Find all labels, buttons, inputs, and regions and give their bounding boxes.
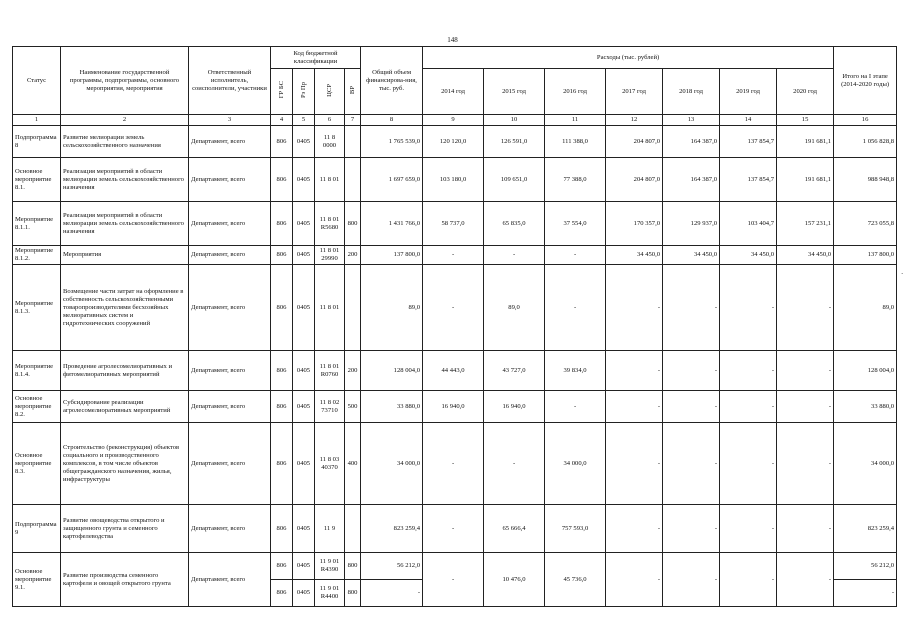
row-name: Строительство (реконструкция) объектов социального и производственного комплексов, в том числе объектов общегражданского назначения, жилья, инфраструктуры [61,423,189,505]
row-year-value: - [777,391,834,423]
row-rzpr: 0405 [293,351,315,391]
row-year-value: - [720,553,777,607]
row-year-value: 43 727,0 [484,351,545,391]
row-rzpr: 0405 [293,553,315,580]
row-year-value: 157 231,1 [777,202,834,246]
row-total: 128 004,0 [361,351,423,391]
header-itogo: Итого на I этапе (2014-2020 годы) [834,47,897,115]
row-year-value: 77 388,0 [545,158,606,202]
row-year-value: - [663,391,720,423]
row-year-value: - [423,423,484,505]
row-csr: 11 8 01 29990 [315,246,345,265]
row-year-value: 34 000,0 [545,423,606,505]
row-responsible: Департамент, всего [189,265,271,351]
row-responsible: Департамент, всего [189,505,271,553]
row-csr: 11 8 01 R0760 [315,351,345,391]
row-year-value: - [545,246,606,265]
table-row [13,246,897,265]
row-itogo: 823 259,4 [834,505,897,553]
row-vr: 400 [345,423,361,505]
row-responsible: Департамент, всего [189,391,271,423]
header-status: Статус [13,47,61,115]
row-year-value: - [777,423,834,505]
row-year-value: 137 854,7 [720,158,777,202]
row-name: Развитие мелиорации земель сельскохозяйственного назначения [61,126,189,158]
row-itogo: 34 000,0 [834,423,897,505]
header-grbs: ГР БС [277,81,285,99]
column-number: 1 [13,115,61,126]
row-year-value: 129 937,0 [663,202,720,246]
row-year-value: 10 476,0 [484,553,545,607]
column-number: 10 [484,115,545,126]
row-csr: 11 9 01 R4400 [315,580,345,607]
row-name: Возмещение части затрат на оформление в собственность сельскохозяйственными товаропроизводителями бесхозяйных мелиоративных систем и гидротехнических сооружений [61,265,189,351]
row-grbs: 806 [271,553,293,580]
row-responsible: Департамент, всего [189,202,271,246]
column-number: 15 [777,115,834,126]
row-name: Проведение агролесомелиоративных и фитомелиоративных мероприятий [61,351,189,391]
row-itogo: 33 880,0 [834,391,897,423]
row-itogo: 137 800,0 [834,246,897,265]
row-year-value: - [720,505,777,553]
row-status: Мероприятие 8.1.2. [13,246,61,265]
row-year-value: - [484,423,545,505]
column-number: 11 [545,115,606,126]
row-year-value: - [720,423,777,505]
row-total: 33 880,0 [361,391,423,423]
header-responsible: Ответственный исполнитель, соисполнители, участники [189,47,271,115]
row-rzpr: 0405 [293,505,315,553]
row-vr [345,505,361,553]
row-vr: 200 [345,351,361,391]
row-year-value: - [663,553,720,607]
row-vr [345,126,361,158]
row-itogo: 988 948,8 [834,158,897,202]
column-number: 6 [315,115,345,126]
table-row [13,265,897,351]
row-grbs: 806 [271,423,293,505]
row-year-value: - [606,505,663,553]
row-year-value: - [663,423,720,505]
row-year-value: 45 736,0 [545,553,606,607]
table-row [13,202,897,246]
row-year-value: - [663,505,720,553]
column-number: 8 [361,115,423,126]
column-number: 9 [423,115,484,126]
header-year: 2015 год [484,69,545,115]
row-year-value: 137 854,7 [720,126,777,158]
header-expenses: Расходы (тыс. рублей) [423,47,834,69]
row-name: Реализация мероприятий в области мелиорации земель сельскохозяйственного назначения [61,158,189,202]
row-vr [345,158,361,202]
row-year-value: - [606,265,663,351]
row-year-value: 120 120,0 [423,126,484,158]
header-year: 2020 год [777,69,834,115]
column-number: 14 [720,115,777,126]
row-year-value: 16 940,0 [484,391,545,423]
row-year-value: 191 681,1 [777,126,834,158]
row-status: Мероприятие 8.1.3. [13,265,61,351]
row-year-value: - [423,265,484,351]
row-year-value: - [663,351,720,391]
row-year-value: 170 357,0 [606,202,663,246]
row-total: 1 697 659,0 [361,158,423,202]
table-row-last-a [13,553,897,580]
row-csr: 11 8 02 73710 [315,391,345,423]
row-year-value: 109 651,0 [484,158,545,202]
row-year-value: 65 835,0 [484,202,545,246]
column-number-row [13,115,897,126]
row-name: Развитие производства семенного картофеля и овощей открытого грунта [61,553,189,607]
row-name: Реализация мероприятий в области мелиорации земель сельскохозяйственного назначения [61,202,189,246]
row-responsible: Департамент, всего [189,158,271,202]
row-name: Мероприятия [61,246,189,265]
header-rzpr: Рз Пр [299,82,307,98]
column-number: 16 [834,115,897,126]
table-row [13,505,897,553]
row-total: 1 765 539,0 [361,126,423,158]
table-row [13,126,897,158]
row-name: Субсидирование реализации агролесомелиоративных мероприятий [61,391,189,423]
header-year: 2018 год [663,69,720,115]
row-csr: 11 8 0000 [315,126,345,158]
row-year-value: 191 681,1 [777,158,834,202]
row-rzpr: 0405 [293,246,315,265]
row-year-value: 34 450,0 [720,246,777,265]
row-total: 823 259,4 [361,505,423,553]
row-year-value: - [720,351,777,391]
header-vr: ВР [348,85,356,95]
header-year: 2014 год [423,69,484,115]
row-grbs: 806 [271,580,293,607]
row-itogo: - [834,580,897,607]
row-rzpr: 0405 [293,391,315,423]
row-responsible: Департамент, всего [189,351,271,391]
row-total: 137 800,0 [361,246,423,265]
table-row [13,391,897,423]
row-year-value: - [663,265,720,351]
row-status: Основное мероприятие 9.1. [13,553,61,607]
row-grbs: 806 [271,265,293,351]
row-responsible: Департамент, всего [189,126,271,158]
row-grbs: 806 [271,351,293,391]
row-rzpr: 0405 [293,202,315,246]
row-csr: 11 8 01 [315,265,345,351]
row-csr: 11 8 01 [315,158,345,202]
row-year-value: 65 666,4 [484,505,545,553]
row-status: Основное мероприятие 8.3. [13,423,61,505]
row-year-value: - [777,265,834,351]
row-vr [345,265,361,351]
row-vr: 800 [345,553,361,580]
row-grbs: 806 [271,202,293,246]
row-rzpr: 0405 [293,265,315,351]
row-year-value: - [606,351,663,391]
column-number: 13 [663,115,720,126]
row-year-value: 89,0 [484,265,545,351]
row-year-value: 58 737,0 [423,202,484,246]
header-budget-code: Код бюджетной классификации [271,47,361,69]
row-total: 56 212,0 [361,553,423,580]
row-year-value: 164 387,0 [663,126,720,158]
row-grbs: 806 [271,246,293,265]
row-year-value: - [423,246,484,265]
budget-table [12,46,897,607]
row-year-value: - [720,391,777,423]
row-grbs: 806 [271,505,293,553]
column-number: 4 [271,115,293,126]
row-year-value: - [777,553,834,607]
row-grbs: 806 [271,126,293,158]
header-total-funding: Общий объем финансирова-ния, тыс. руб. [361,47,423,115]
row-status: Основное мероприятие 8.1. [13,158,61,202]
header-name: Наименование государственной программы, подпрограммы, основного мероприятия, мероприятия [61,47,189,115]
row-year-value: - [545,265,606,351]
column-number: 2 [61,115,189,126]
row-year-value: 16 940,0 [423,391,484,423]
row-year-value: - [720,265,777,351]
column-number: 3 [189,115,271,126]
row-status: Подпрограмма 9 [13,505,61,553]
row-total: 34 000,0 [361,423,423,505]
row-year-value: 37 554,0 [545,202,606,246]
row-status: Мероприятие 8.1.1. [13,202,61,246]
row-rzpr: 0405 [293,580,315,607]
row-name: Развитие овощеводства открытого и защищенного грунта и семенного картофелеводства [61,505,189,553]
row-csr: 11 8 01 R5680 [315,202,345,246]
row-year-value: - [423,505,484,553]
row-csr: 11 9 [315,505,345,553]
row-status: Основное мероприятие 8.2. [13,391,61,423]
table-body [13,126,897,607]
row-year-value: - [606,391,663,423]
row-year-value: 204 807,0 [606,158,663,202]
header-year: 2019 год [720,69,777,115]
row-itogo: 89,0 [834,265,897,351]
row-rzpr: 0405 [293,126,315,158]
header-csr: ЦСР [325,83,333,97]
row-year-value: - [545,391,606,423]
row-csr: 11 9 01 R4390 [315,553,345,580]
row-year-value: 34 450,0 [606,246,663,265]
row-vr: 800 [345,202,361,246]
row-rzpr: 0405 [293,158,315,202]
header-year: 2016 год [545,69,606,115]
row-total: - [361,580,423,607]
row-status: Мероприятие 8.1.4. [13,351,61,391]
row-year-value: 34 450,0 [663,246,720,265]
row-year-value: 103 180,0 [423,158,484,202]
table-row [13,423,897,505]
row-itogo: 56 212,0 [834,553,897,580]
column-number: 5 [293,115,315,126]
row-year-value: - [423,553,484,607]
row-itogo: 723 055,8 [834,202,897,246]
row-year-value: - [606,553,663,607]
row-responsible: Департамент, всего [189,553,271,607]
column-number: 7 [345,115,361,126]
row-total: 89,0 [361,265,423,351]
row-year-value: - [606,423,663,505]
row-year-value: 111 388,0 [545,126,606,158]
row-responsible: Департамент, всего [189,423,271,505]
column-number: 12 [606,115,663,126]
row-year-value: 39 834,0 [545,351,606,391]
row-year-value: 204 807,0 [606,126,663,158]
row-year-value: - [484,246,545,265]
page-number: 148 [447,36,458,44]
row-year-value: - [777,505,834,553]
header-year: 2017 год [606,69,663,115]
row-status: Подпрограмма 8 [13,126,61,158]
table-row [13,158,897,202]
row-responsible: Департамент, всего [189,246,271,265]
row-grbs: 806 [271,158,293,202]
table-row [13,351,897,391]
edge-mark: . [901,268,903,276]
row-total: 1 431 766,0 [361,202,423,246]
row-grbs: 806 [271,391,293,423]
row-year-value: 757 593,0 [545,505,606,553]
row-vr: 800 [345,580,361,607]
row-year-value: 44 443,0 [423,351,484,391]
row-year-value: 126 591,0 [484,126,545,158]
row-year-value: 164 387,0 [663,158,720,202]
row-rzpr: 0405 [293,423,315,505]
row-year-value: 34 450,0 [777,246,834,265]
row-itogo: 1 056 828,8 [834,126,897,158]
row-csr: 11 8 03 40370 [315,423,345,505]
row-year-value: - [777,351,834,391]
row-itogo: 128 004,0 [834,351,897,391]
row-year-value: 103 404,7 [720,202,777,246]
row-vr: 500 [345,391,361,423]
row-vr: 200 [345,246,361,265]
